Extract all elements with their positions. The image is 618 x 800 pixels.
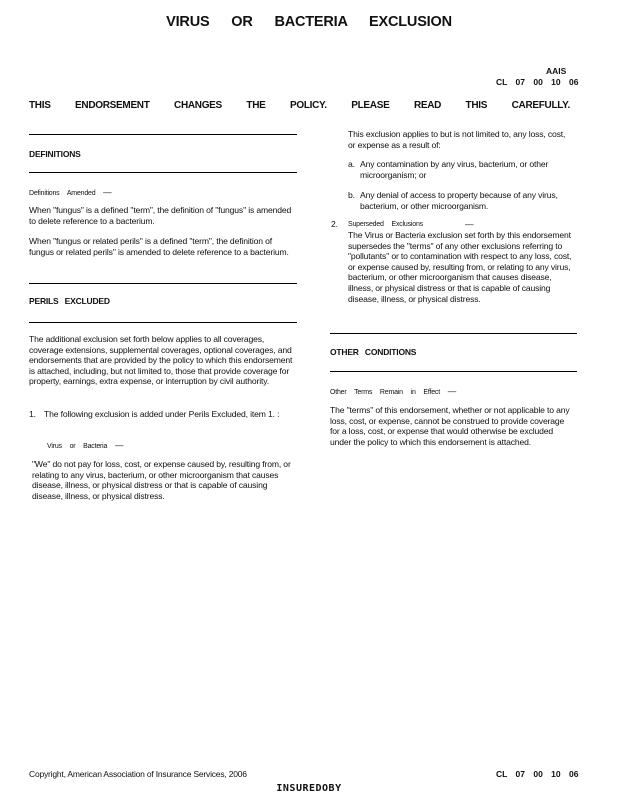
document-title: VIRUS OR BACTERIA EXCLUSION [166, 14, 452, 30]
definitions-fungus-text: When "fungus" is a defined "term", the definition of "fungus" is amended to delete reference to a bacterium. [29, 205, 292, 226]
definitions-heading: DEFINITIONS [29, 149, 81, 159]
definitions-sub-heading [29, 187, 111, 197]
divider [29, 322, 297, 323]
item-1-number: 1. [29, 409, 36, 419]
form-number: CL 07 00 10 06 [496, 77, 579, 87]
copyright-text: Copyright, American Association of Insurance Services, 2006 [29, 769, 247, 779]
other-conditions-heading: OTHER CONDITIONS [330, 347, 417, 357]
divider [330, 371, 577, 372]
footer-form-number: CL 07 00 10 06 [496, 769, 579, 779]
other-terms-sub-heading [330, 386, 456, 396]
divider [330, 333, 577, 334]
perils-intro-text: The additional exclusion set forth below applies to all coverages, coverage extensions, supplemental coverages, optional coverages, and endorsements that are provided by the policy to which this endorsement is attached, including, but not limited to, those that provide coverage for property, earnings, extra expense, or interruption by civil authority. [29, 334, 293, 387]
dash: — [103, 187, 112, 197]
divider [29, 283, 297, 284]
divider [29, 134, 297, 135]
virus-sub-heading [47, 440, 123, 450]
exclusion-applies-text: This exclusion applies to but is not limited to, any loss, cost, or expense as a result of: [348, 129, 566, 150]
endorsement-notice: THIS ENDORSEMENT CHANGES THE POLICY. PLEASE READ THIS CAREFULLY. [29, 100, 570, 111]
definitions-amended-label: Definitions Amended [29, 190, 96, 197]
dash: — [114, 440, 124, 450]
item-a-label: a. [348, 159, 355, 169]
virus-or-bacteria-label: Virus or Bacteria [47, 443, 108, 450]
superseded-exclusions-label: Superseded Exclusions [348, 221, 423, 228]
dash: — [447, 386, 457, 396]
superseded-exclusions-text: The Virus or Bacteria exclusion set forth by this endorsement supersedes the "terms" of any other exclusions referring to "pollutants" or to contamination with respect to any loss, cost, or expense caused by, resulting from, or relating to any virus, bacterium, or other microorganism that causes disease, illness, or physical distress or that is capable of causing disease, illness, or physical distress. [348, 230, 572, 304]
divider [29, 172, 297, 173]
perils-heading: PERILS EXCLUDED [29, 296, 110, 306]
other-terms-text: The "terms" of this endorsement, whether or not applicable to any loss, cost, or expense, cannot be construed to provide coverage for a loss, cost, or expense that would otherwise be excluded under the policy to which this endorsement is attached. [330, 405, 570, 447]
perils-intro [29, 334, 295, 387]
definitions-related-perils-text: When "fungus or related perils" is a defined "term", the definition of fungus or related perils" is amended to delete reference to a bacterium. [29, 236, 289, 257]
item-b-text: Any denial of access to property because of any virus, bacterium, or other microorganism. [360, 190, 558, 211]
item-a-text: Any contamination by any virus, bacterium, or other microorganism; or [360, 159, 549, 180]
definitions-para-2 [29, 236, 295, 257]
item-b-label: b. [348, 190, 355, 200]
watermark: INSUREDOBY [276, 783, 342, 794]
definitions-para-1 [29, 205, 295, 226]
dash: — [465, 219, 474, 229]
other-terms-label: Other Terms Remain in Effect [330, 389, 440, 396]
virus-exclusion-text: "We" do not pay for loss, cost, or expense caused by, resulting from, or relating to any virus, bacterium, or other microorganism that causes disease, illness, or physical distress or that is capable of causing disease, illness, or physical distress. [32, 459, 291, 501]
aais-label: AAIS [546, 66, 567, 76]
item-2-number: 2. [331, 219, 338, 229]
item-1-text: The following exclusion is added under Perils Excluded, item 1. : [44, 409, 280, 419]
